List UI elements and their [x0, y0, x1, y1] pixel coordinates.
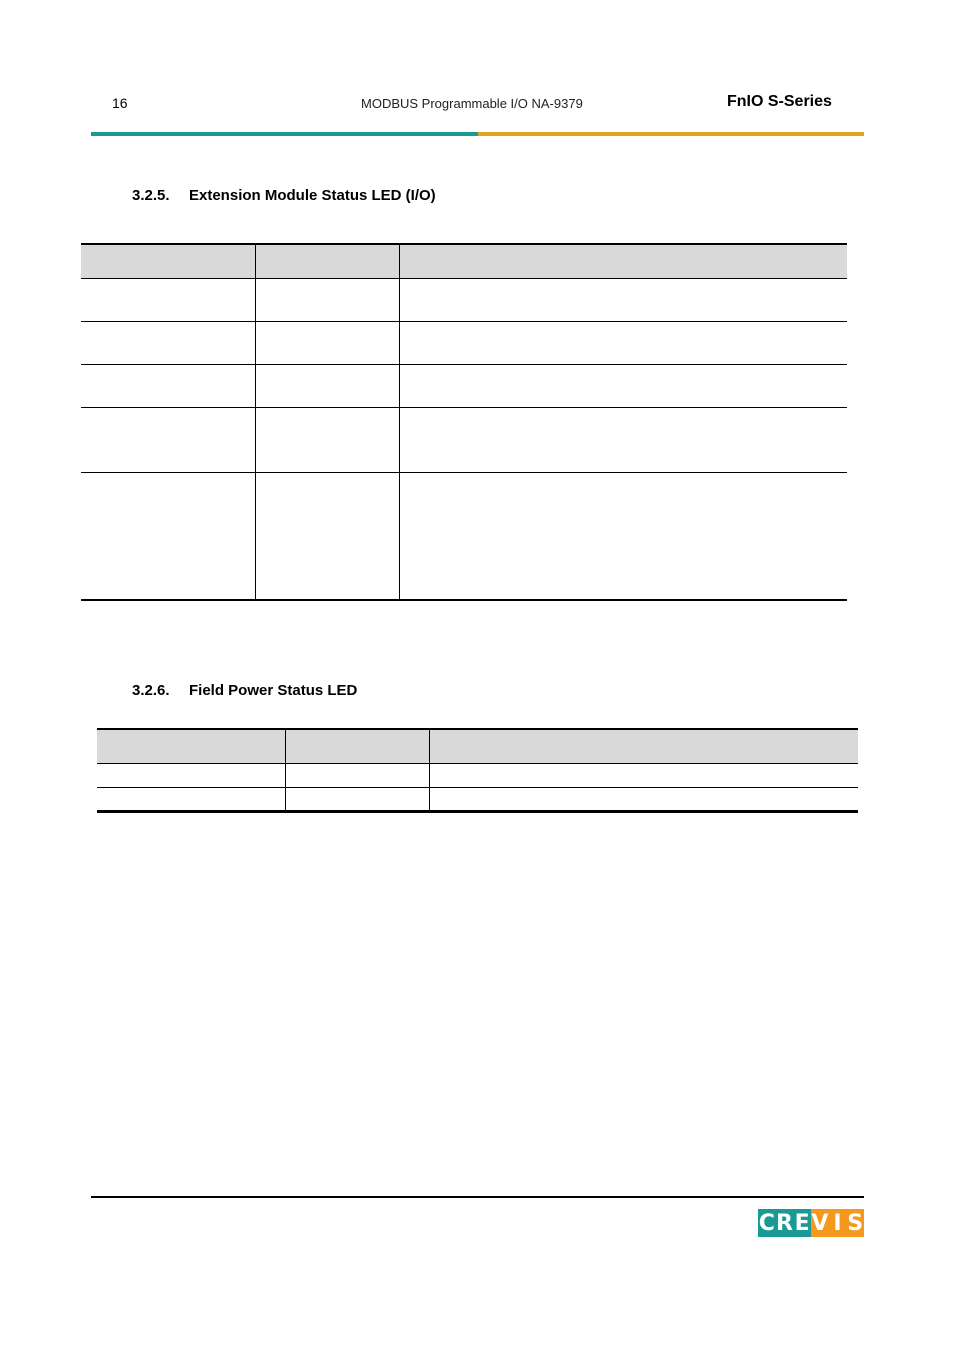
header-cell — [256, 244, 400, 278]
logo-letter: C — [758, 1210, 775, 1236]
header-cell — [97, 729, 286, 763]
footer-rule — [91, 1196, 864, 1198]
header-rule-gold — [478, 132, 864, 136]
table-header-row — [97, 729, 858, 763]
header-cell — [400, 244, 848, 278]
field-power-led-table — [97, 728, 858, 813]
table-cell — [256, 364, 400, 407]
section-title: Field Power Status LED — [189, 682, 358, 699]
table-cell — [400, 407, 848, 472]
page-number: 16 — [112, 95, 128, 111]
table-cell — [256, 407, 400, 472]
table-cell — [400, 278, 848, 321]
header-cell — [430, 729, 859, 763]
document-title: MODBUS Programmable I/O NA-9379 — [361, 96, 583, 111]
table-cell — [97, 787, 286, 811]
table-cell — [256, 321, 400, 364]
table-cell — [256, 472, 400, 600]
table-cell — [430, 763, 859, 787]
logo-letter: S — [847, 1210, 864, 1236]
table-row — [97, 787, 858, 811]
section-number: 3.2.5. — [132, 187, 170, 204]
logo-letter: V — [811, 1210, 829, 1236]
table-cell — [286, 787, 430, 811]
crevis-logo — [758, 1209, 864, 1237]
table-row — [81, 472, 847, 600]
header-cell — [286, 729, 430, 763]
section-heading-extension-led — [132, 187, 436, 204]
table-cell — [430, 787, 859, 811]
header-cell — [81, 244, 256, 278]
extension-led-table — [81, 243, 847, 601]
table-cell — [97, 763, 286, 787]
table-cell — [400, 321, 848, 364]
section-heading-field-power-led — [132, 682, 357, 699]
table-header-row — [81, 244, 847, 278]
table-cell — [256, 278, 400, 321]
header-rule-teal — [91, 132, 478, 136]
table-row — [97, 763, 858, 787]
table-cell — [81, 278, 256, 321]
series-title: FnIO S-Series — [727, 93, 832, 110]
logo-letter: I — [829, 1209, 847, 1237]
table-row — [81, 278, 847, 321]
table-row — [81, 321, 847, 364]
table-cell — [400, 364, 848, 407]
table-cell — [286, 763, 430, 787]
section-number: 3.2.6. — [132, 682, 170, 699]
logo-letter: R — [776, 1210, 793, 1236]
logo-letter: E — [794, 1210, 810, 1236]
table-cell — [81, 407, 256, 472]
table-cell — [81, 321, 256, 364]
table-row — [81, 407, 847, 472]
table-cell — [81, 364, 256, 407]
table-cell — [81, 472, 256, 600]
table-row — [81, 364, 847, 407]
section-title: Extension Module Status LED (I/O) — [189, 187, 436, 204]
table-cell — [400, 472, 848, 600]
